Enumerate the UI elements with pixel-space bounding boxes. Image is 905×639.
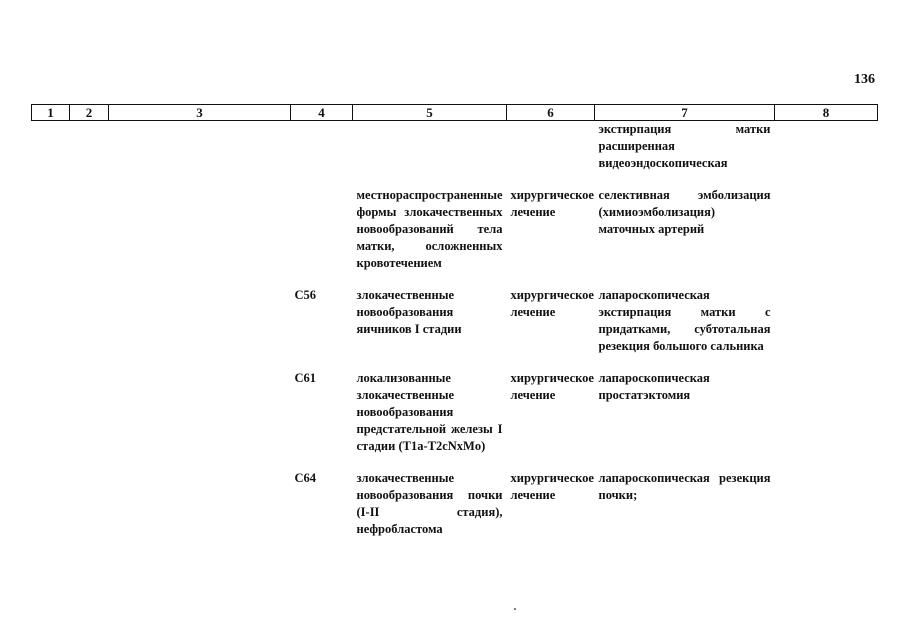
col-header-3: 3 (109, 105, 291, 121)
treatment-cell: хирургическое лечение (510, 471, 594, 502)
treatment-cell: хирургическое лечение (510, 188, 594, 219)
col-header-1: 1 (32, 105, 70, 121)
diagnosis-code (291, 121, 353, 173)
col-header-8: 8 (775, 105, 878, 121)
treatment-cell: хирургическое лечение (510, 288, 594, 319)
scan-speck (514, 608, 516, 610)
method-cell: лапароскопическая резекция почки; (598, 471, 771, 502)
table-row (32, 287, 878, 355)
table-row (32, 370, 878, 455)
condition-cell: местнораспространенные формы злокачественных новообразований тела матки, осложненных кровотечением (356, 188, 503, 270)
col-header-7: 7 (595, 105, 775, 121)
diagnosis-code (291, 187, 353, 272)
table-row (32, 470, 878, 538)
col-header-4: 4 (291, 105, 353, 121)
diagnosis-code: C56 (294, 288, 317, 302)
treatment-cell: хирургическое лечение (510, 371, 594, 402)
condition-cell (353, 121, 507, 173)
medical-procedures-table (31, 104, 878, 538)
col-header-5: 5 (353, 105, 507, 121)
page-number: 136 (854, 72, 875, 87)
col-header-6: 6 (507, 105, 595, 121)
treatment-cell (507, 121, 595, 173)
condition-cell: локализованные злокачественные новообразования предстательной железы I стадии (T1a-T2cNxMo) (356, 371, 503, 453)
method-cell: лапароскопическая экстирпация матки с придатками, субтотальная резекция большого сальника (598, 288, 771, 353)
diagnosis-code: C64 (294, 471, 317, 485)
table-row (32, 121, 878, 173)
table-row (32, 187, 878, 272)
condition-cell: злокачественные новообразования яичников I стадии (356, 288, 462, 336)
condition-cell: злокачественные новообразования почки (I-II стадия), нефробластома (356, 471, 503, 536)
diagnosis-code: C61 (294, 371, 317, 385)
method-cell: селективная эмболизация (химиоэмболизация) маточных артерий (598, 188, 771, 236)
method-cell: экстирпация матки расширенная видеоэндоскопическая (598, 122, 771, 170)
method-cell: лапароскопическая простатэктомия (598, 371, 710, 402)
col-header-2: 2 (70, 105, 109, 121)
table-header-row (32, 105, 878, 121)
